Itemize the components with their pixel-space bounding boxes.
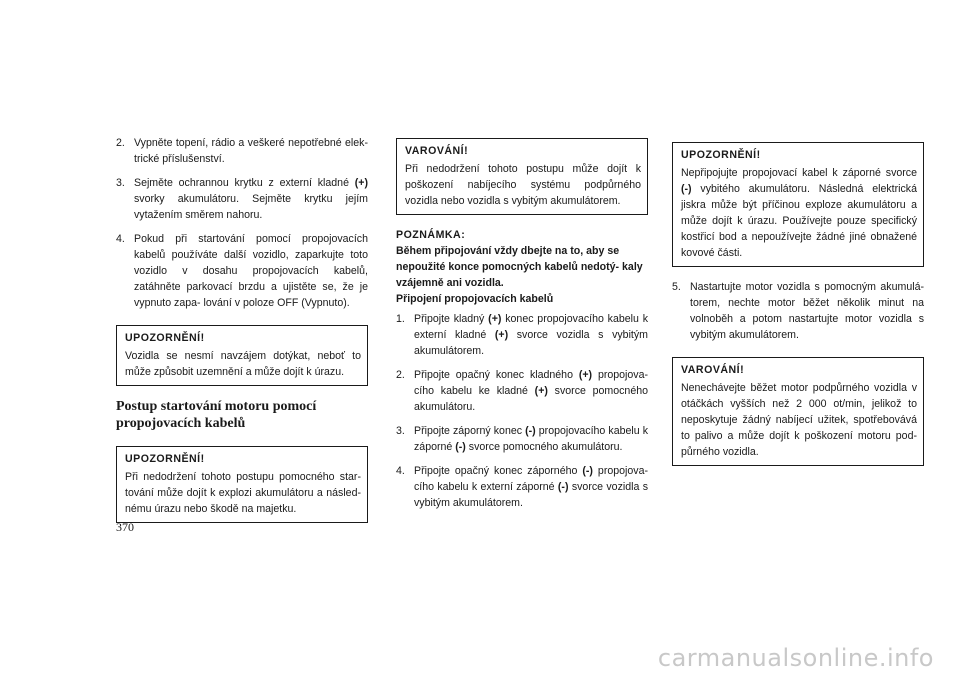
step-5: 5. Nastartujte motor vozidla s pomocným akumulá- torem, nechte motor běžet několik minut na volnoběh a potom nastartujte motor vozidla s vybitým akumulátorem. [672, 281, 924, 341]
step-4: 4. Pokud při startování pomocí propojovacích kabelů používáte další vozidlo, zaparkujte toto vozidlo v dosahu propojovacích kabelů, zatáhněte parkovací brzdu a ujistěte se, že je vypnuto zapa- lování v poloze OFF (Vypnuto). [116, 233, 368, 309]
warning-box-charging-system [396, 138, 648, 215]
warning-text: Nenechávejte běžet motor podpůrného vozidla v otáčkách vyšších než 2 000 ot/min, jelikož to neposkytuje žádný nabíjecí užitek, spotřebovává to palivo a může dojít k poškození motoru pod- půrného vozidla. [681, 382, 917, 458]
note-text: Během připojování vždy dbejte na to, aby se nepoužité konce pomocných kabelů nedotý- kaly vzájemně ani vozidla. [396, 245, 643, 289]
step-2: 2. Vypněte topení, rádio a veškeré nepotřebné elek- trické příslušenství. [116, 137, 368, 165]
warning-heading: VAROVÁNÍ! [681, 364, 745, 376]
connect-step-1: 1. Připojte kladný (+) konec propojovacího kabelu k externí kladné (+) svorce vozidla s vybitým akumulátorem. [396, 313, 648, 357]
column-middle [396, 138, 648, 519]
warning-text: Při nedodržení tohoto postupu může dojít k poškození nabíjecího systému podpůrného vozidla nebo vozidla s vybitým akumulátorem. [405, 163, 641, 207]
note-heading: POZNÁMKA: [396, 229, 466, 241]
caution-heading: UPOZORNĚNÍ! [125, 453, 205, 465]
caution-heading: UPOZORNĚNÍ! [125, 332, 205, 344]
warning-box-engine-rpm [672, 357, 924, 466]
page-number: 370 [116, 520, 134, 534]
connect-step-2: 2. Připojte opačný konec kladného (+) propojova- cího kabelu ke kladné (+) svorce pomocného akumulátoru. [396, 369, 649, 413]
connect-step-4: 4. Připojte opačný konec záporného (-) propojova- cího kabelu k externí záporné (-) svorce vozidla s vybitým akumulátorem. [396, 465, 648, 509]
section-title: Postup startování motoru pomocí propojovacích kabelů [116, 399, 317, 431]
caution-text: Při nedodržení tohoto postupu pomocného star- tování může dojít k explozi akumulátoru a násled- nému úrazu nebo škodě na majetku. [125, 471, 361, 515]
caution-text: Nepřipojujte propojovací kabel k záporné svorce (-) vybitého akumulátoru. Následná elektrická jiskra může být příčinou exploze akumulátoru a může dojít k úrazu. Používejte pouze specifický kostřicí bod a nepoužívejte žádné jiné obnažené kovové části. [681, 167, 917, 259]
caution-text: Vozidla se nesmí navzájem dotýkat, neboť to může způsobit uzemnění a může dojít k úrazu. [125, 350, 361, 378]
watermark: carmanualsonline.info [657, 644, 934, 672]
warning-heading: VAROVÁNÍ! [405, 145, 469, 157]
column-left [116, 135, 368, 535]
connect-step-3: 3. Připojte záporný konec (-) propojovacího kabelu k záporné (-) svorce pomocného akumulátoru. [396, 425, 648, 453]
column-right [672, 142, 924, 478]
caution-box-jump-start [116, 446, 368, 523]
step-3: 3. Sejměte ochrannou krytku z externí kladné (+) svorky akumulátoru. Sejměte krytku jejím vytažením směrem nahoru. [116, 177, 368, 221]
caution-box-negative-terminal [672, 142, 924, 267]
subheading-connect-cables: Připojení propojovacích kabelů [396, 293, 554, 305]
caution-heading: UPOZORNĚNÍ! [681, 149, 761, 161]
caution-box-vehicles-touch [116, 325, 368, 386]
